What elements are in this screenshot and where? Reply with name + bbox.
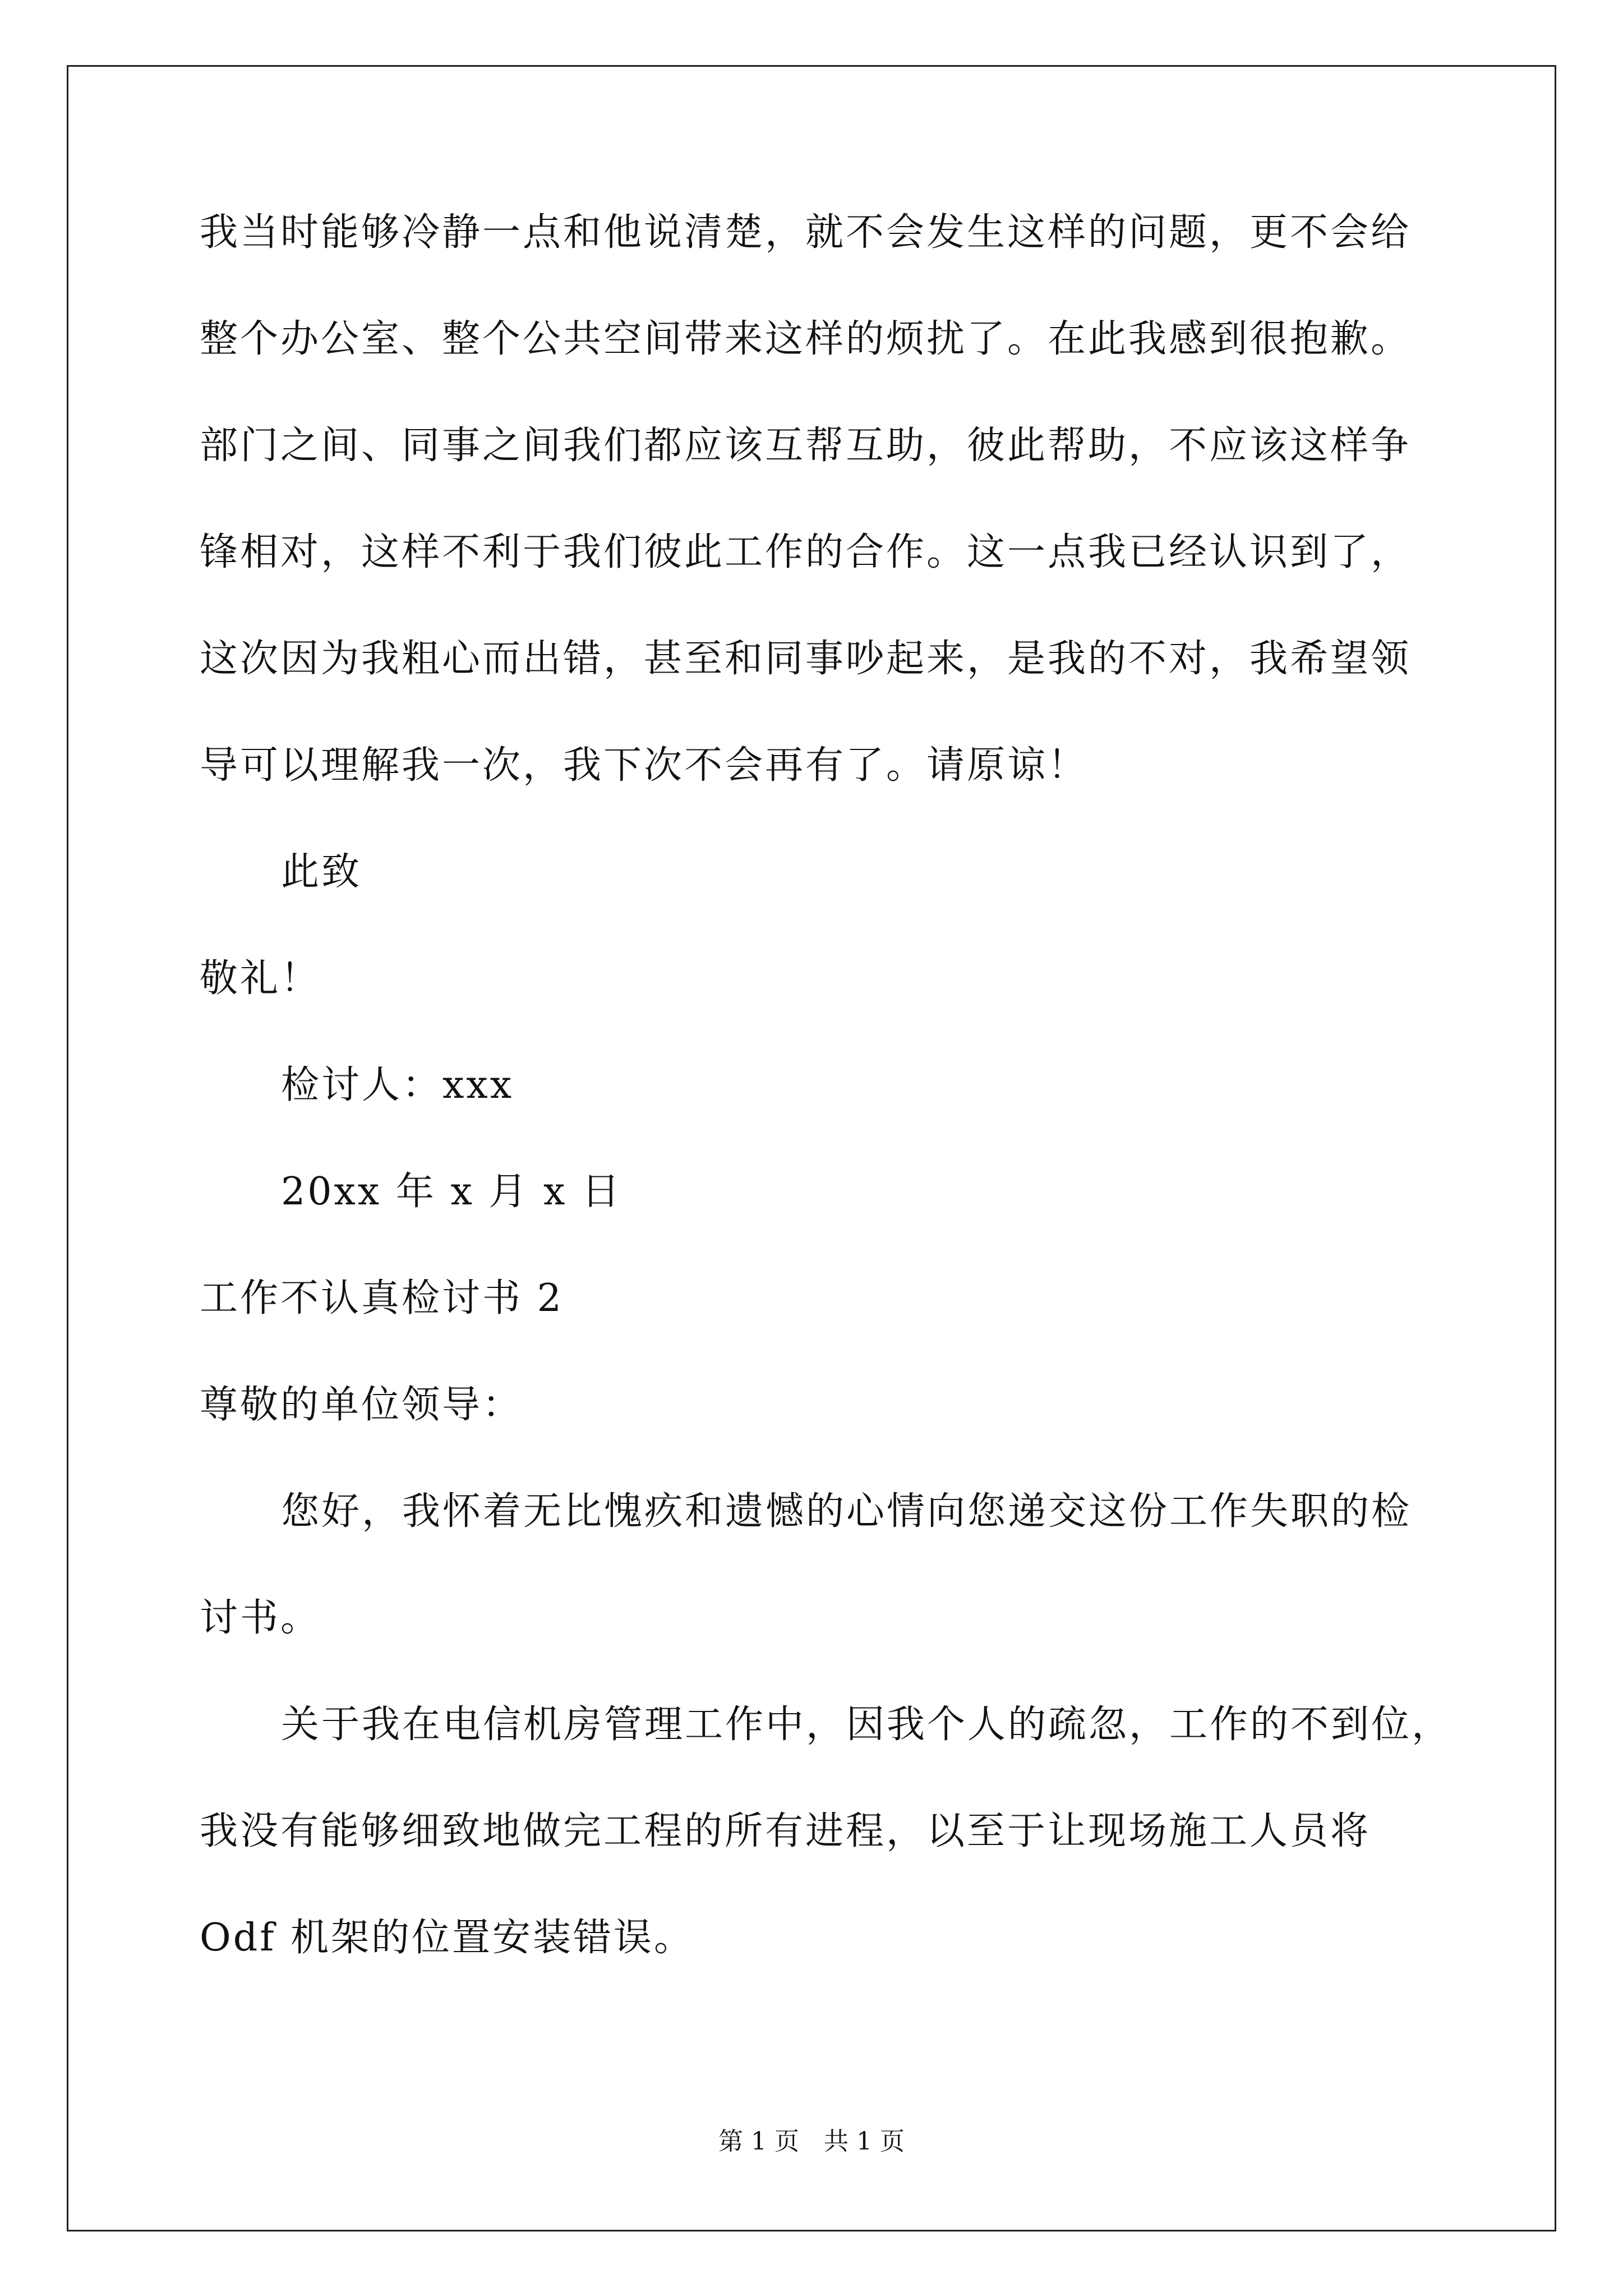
text-line: Odf 机架的位置安装错误。 — [200, 1916, 695, 1960]
text-line: 关于我在电信机房管理工作中，因我个人的疏忽，工作的不到位， — [281, 1703, 1453, 1747]
date-line: 20xx 年 x 月 x 日 — [281, 1170, 623, 1214]
text-line: 导可以理解我一次，我下次不会再有了。请原谅！ — [200, 743, 1089, 788]
signature-line: 检讨人：xxx — [281, 1063, 514, 1107]
page-border — [67, 65, 1556, 2231]
text-line: 讨书。 — [200, 1596, 321, 1640]
section-title: 工作不认真检讨书 2 — [200, 1276, 564, 1320]
text-line: 这次因为我粗心而出错，甚至和同事吵起来，是我的不对，我希望领 — [200, 637, 1412, 681]
text-line: 部门之间、同事之间我们都应该互帮互助，彼此帮助，不应该这样争 — [200, 424, 1412, 468]
text-line: 锋相对，这样不利于我们彼此工作的合作。这一点我已经认识到了， — [200, 530, 1412, 574]
greeting: 尊敬的单位领导： — [200, 1383, 523, 1427]
page-number-footer: 第 1 页 共 1 页 — [718, 2127, 905, 2156]
text-line: 我当时能够冷静一点和他说清楚，就不会发生这样的问题，更不会给 — [200, 210, 1412, 255]
text-line: 整个办公室、整个公共空间带来这样的烦扰了。在此我感到很抱歉。 — [200, 317, 1412, 361]
text-line: 您好，我怀着无比愧疚和遗憾的心情向您递交这份工作失职的检 — [281, 1489, 1412, 1534]
text-line: 我没有能够细致地做完工程的所有进程，以至于让现场施工人员将 — [200, 1809, 1371, 1853]
salutation-closing: 此致 — [281, 850, 362, 894]
salutation-regards: 敬礼！ — [200, 956, 321, 1001]
